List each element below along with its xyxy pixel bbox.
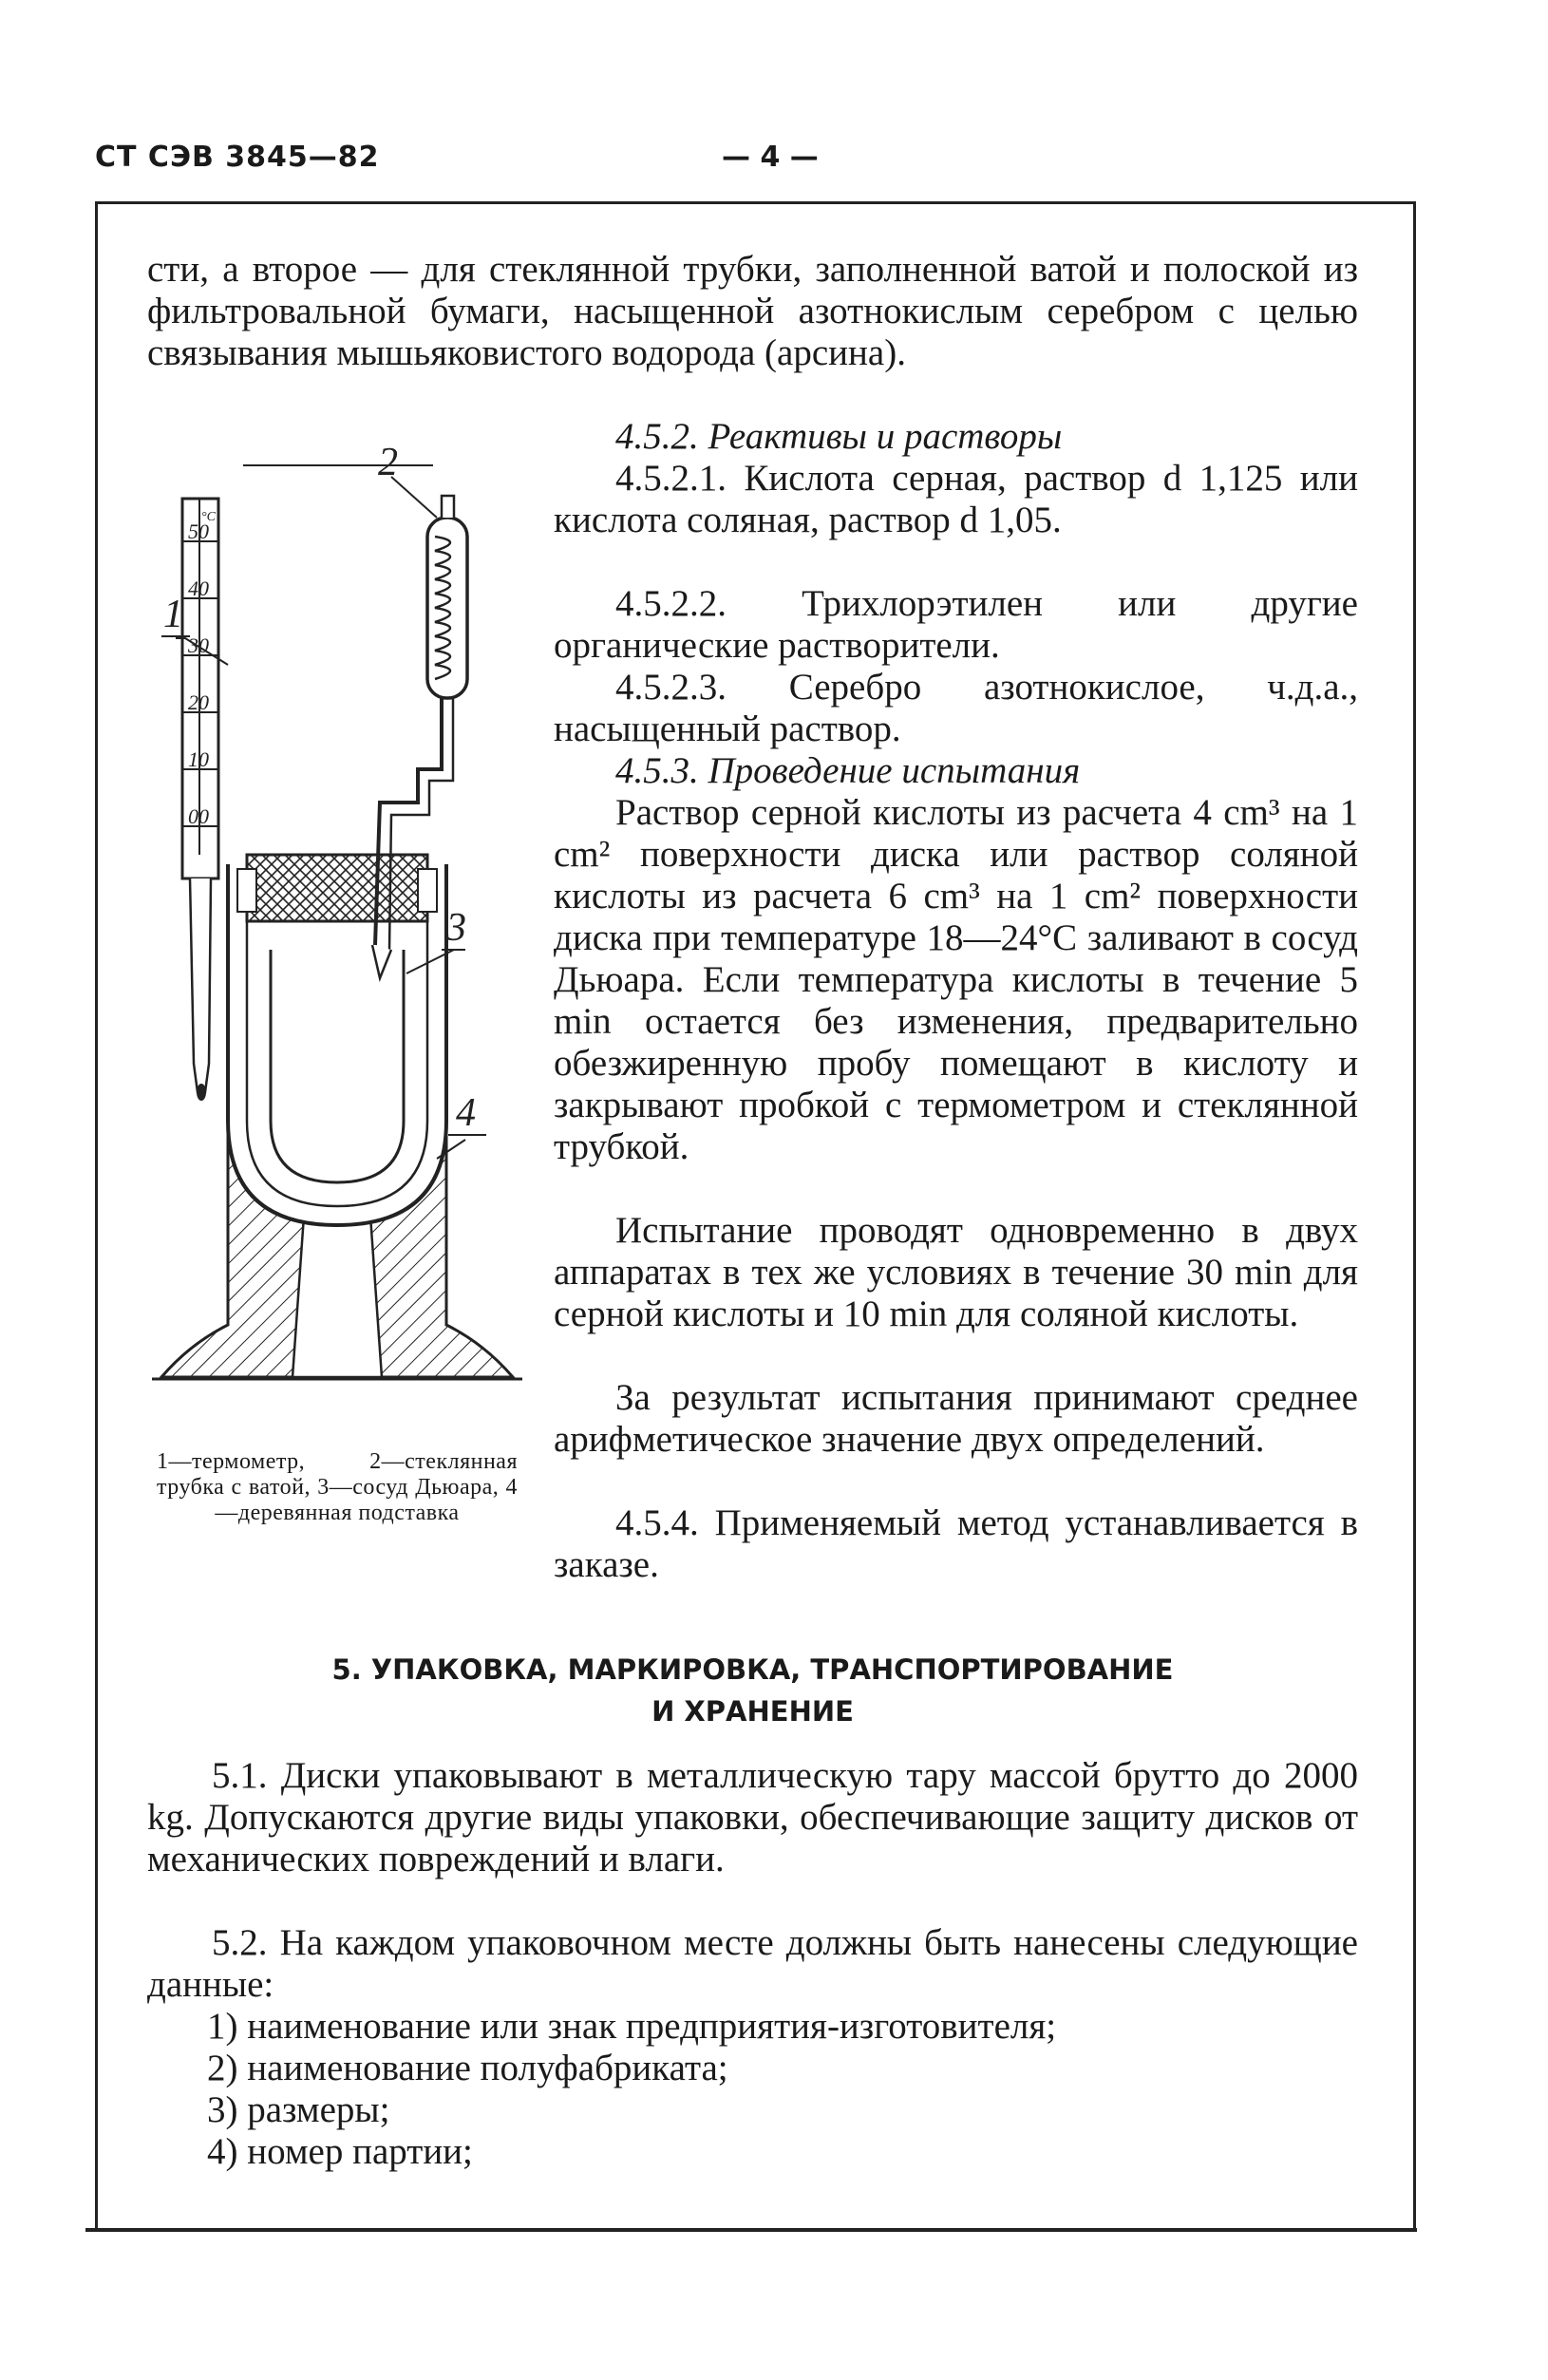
list-item: 3) размеры; bbox=[207, 2089, 390, 2130]
paragraph-4-5-3-procedure: Раствор серной кислоты из расчета 4 cm³ на 1 cm² поверхности диска или раствор соляной кислоты из расчета 6 cm³ на 1 cm² поверхности диска при температуре 18—24°С заливают в сосуд Дьюара. Если температура кислоты в течение 5 min остается без изменения, предварительно обезжиренную пробу помещают в кислоту и закрывают пробкой с термометром и стеклянной трубкой. bbox=[554, 792, 1358, 1167]
list-item: 4) номер партии; bbox=[207, 2131, 473, 2172]
scale-tick-40: 40 bbox=[188, 576, 209, 600]
figure-caption: 1—термометр, 2—стеклянная трубка с ватой, 3—сосуд Дьюара, 4—деревянная подставка bbox=[157, 1449, 518, 1525]
frame-top-rule bbox=[95, 201, 1415, 204]
label-3: 3 bbox=[446, 906, 466, 950]
paragraph-4-5-2-3: 4.5.2.3. Серебро азотнокислое, ч.д.а., насыщенный раствор. bbox=[554, 667, 1358, 749]
marking-data-list bbox=[207, 2006, 1056, 2173]
scale-tick-20: 20 bbox=[188, 690, 209, 714]
frame-left-rule bbox=[95, 201, 98, 2228]
frame-right-rule bbox=[1413, 201, 1416, 2228]
paragraph-4-5-2-1: 4.5.2.1. Кислота серная, раствор d 1,125 или кислота соляная, раствор d 1,05. bbox=[554, 458, 1358, 540]
paragraph-4-5-3-result: За результат испытания принимают среднее арифметическое значение двух определений. bbox=[554, 1377, 1358, 1460]
section-5-title-line1: 5. УПАКОВКА, МАРКИРОВКА, ТРАНСПОРТИРОВАНИЕ bbox=[331, 1653, 1174, 1686]
scale-tick-50: 50 bbox=[188, 519, 209, 543]
label-2: 2 bbox=[378, 441, 398, 484]
scale-tick-10: 10 bbox=[188, 747, 209, 771]
document-code: СТ СЭВ 3845—82 bbox=[95, 141, 380, 174]
section-5-title-line2: И ХРАНЕНИЕ bbox=[651, 1695, 854, 1728]
paragraph-4-5-4: 4.5.4. Применяемый метод устанавливается в заказе. bbox=[554, 1502, 1358, 1585]
label-4: 4 bbox=[456, 1091, 476, 1135]
apparatus-figure bbox=[152, 437, 551, 1420]
heading-4-5-3: 4.5.3. Проведение испытания bbox=[615, 750, 1081, 791]
scale-tick-00: 00 bbox=[188, 804, 209, 828]
paragraph-5-1: 5.1. Диски упаковывают в металлическую тару массой брутто до 2000 kg. Допускаются другие виды упаковки, обеспечивающие защиту дисков от механических повреждений и влаги. bbox=[147, 1755, 1358, 1879]
list-item: 1) наименование или знак предприятия-изготовителя; bbox=[207, 2006, 1057, 2047]
scale-tick-30: 30 bbox=[188, 633, 209, 657]
label-1: 1 bbox=[163, 593, 183, 636]
paragraph-5-2: 5.2. На каждом упаковочном месте должны быть нанесены следующие данные: bbox=[147, 1922, 1358, 2005]
heading-4-5-2: 4.5.2. Реактивы и растворы bbox=[615, 416, 1063, 457]
paragraph-4-5-2-2: 4.5.2.2. Трихлорэтилен или другие органические растворители. bbox=[554, 583, 1358, 666]
list-item: 2) наименование полуфабриката; bbox=[207, 2048, 728, 2088]
page-number: — 4 — bbox=[722, 141, 819, 174]
paragraph-4-5-3-duration: Испытание проводят одновременно в двух аппаратах в тех же условиях в течение 30 min для серной кислоты и 10 min для соляной кислоты. bbox=[554, 1210, 1358, 1334]
scale-unit: °C bbox=[201, 510, 216, 524]
frame-bottom-rule bbox=[85, 2228, 1417, 2232]
paragraph-intro: сти, а второе — для стеклянной трубки, заполненной ватой и полоской из фильтровальной бумаги, насыщенной азотнокислым серебром с целью связывания мышьяковистого водорода (арсина). bbox=[147, 249, 1358, 373]
